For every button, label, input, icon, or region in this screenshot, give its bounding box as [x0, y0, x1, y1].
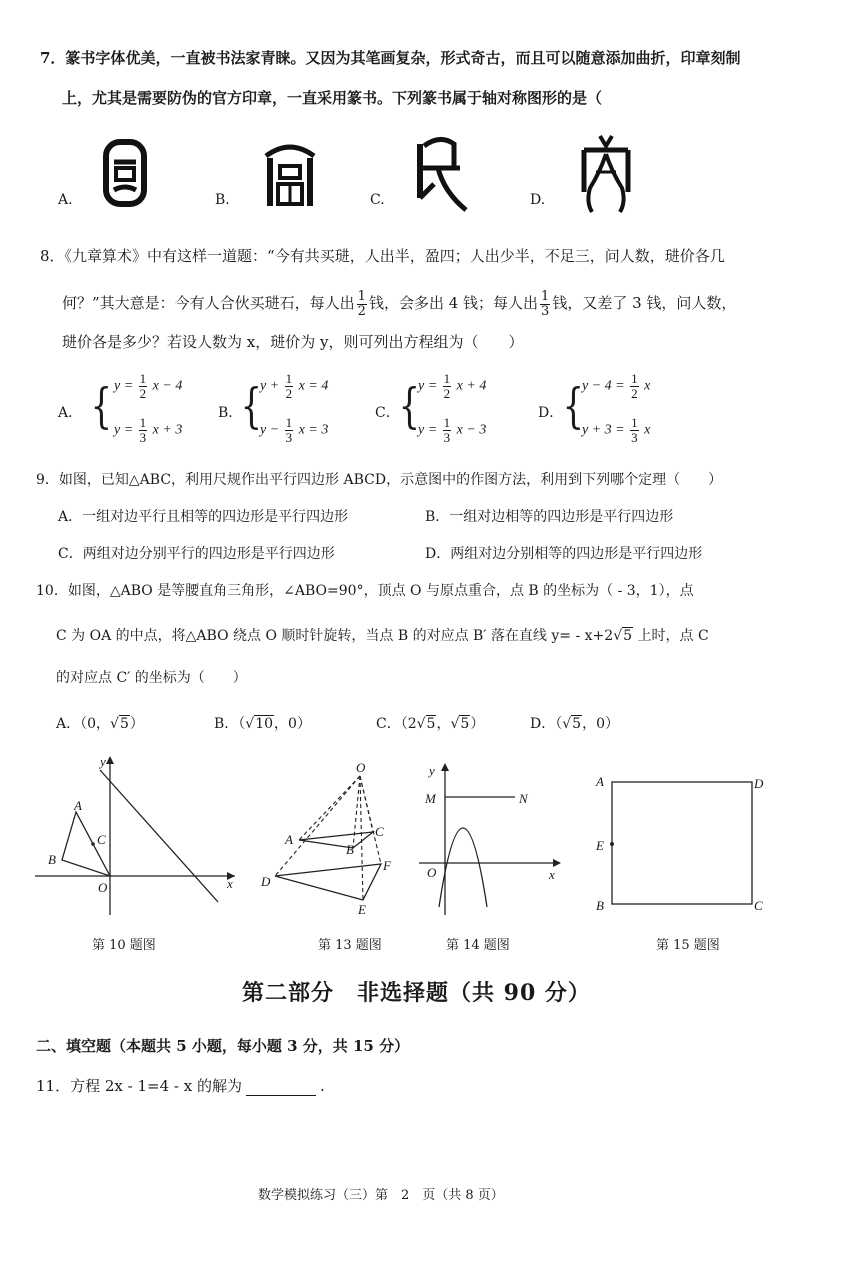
q7-option-d-label: D. [530, 192, 546, 208]
q10-option-c: C．（2√5，√5） [376, 716, 485, 732]
q8-option-c-label: C． [375, 405, 400, 421]
fig10-o-label: O [98, 880, 108, 895]
q10-line2: C 为 OA 的中点，将△ABO 绕点 O 顺时针旋转，当点 B 的对应点 B′ 落在直线 y= - x+2√5 上时，点 C [56, 628, 709, 644]
q8-option-a-label: A． [58, 405, 83, 421]
q8-line3: 琎价各是多少？若设人数为 x，琎价为 y，则可列出方程组为（ ） [62, 333, 524, 351]
fig10-c-label: C [97, 832, 106, 847]
q8-c-eq2: y = $\frac{1}{3}$ x − 3 [418, 415, 487, 445]
q7-option-c-label: C. [370, 192, 385, 208]
fig15-caption: 第 15 题图 [656, 938, 720, 953]
q9-option-a: A．一组对边平行且相等的四边形是平行四边形 [58, 509, 349, 525]
seal-d-icon [578, 132, 634, 216]
fig15-b-label: B [596, 898, 604, 913]
fig13-c-label: C [375, 824, 384, 839]
q11-line: 11．方程 2x - 1=4 - x 的解为 . [36, 1077, 325, 1095]
q9-option-d: D．两组对边分别相等的四边形是平行四边形 [425, 546, 703, 562]
fig14-o-label: O [427, 865, 437, 880]
system-brace: { [562, 378, 584, 434]
figure-13 [255, 758, 405, 918]
page-footer: 数学模拟练习（三）第 2 页（共 8 页） [258, 1188, 504, 1203]
fig15-d-label: D [754, 776, 764, 791]
fig10-b-label: B [48, 852, 56, 867]
fig15-a-label: A [596, 774, 604, 789]
q10-option-a: A．（0，√5） [56, 716, 144, 732]
fig10-x-label: x [227, 876, 233, 891]
q10-line1: 10．如图，△ABO 是等腰直角三角形，∠ABO=90°，顶点 O 与原点重合，点 B 的坐标为（ - 3，1），点 [36, 583, 694, 599]
figure-10 [30, 750, 240, 920]
answer-blank[interactable] [246, 1095, 316, 1096]
fig14-m-label: M [425, 791, 436, 806]
q9-stem: 9．如图，已知△ABC，利用尺规作出平行四边形 ABCD，示意图中的作图方法，利用到下列哪个定理（ ） [36, 472, 723, 488]
seal-a-icon [100, 138, 152, 210]
fig13-a-label: A [285, 832, 293, 847]
q8-option-d-label: D． [538, 405, 564, 421]
q8-line1: 8．《九章算术》中有这样一道题：“今有共买琎，人出半，盈四；人出少半，不足三，问人数，琎价各几 [40, 247, 725, 265]
fig13-f-label: F [383, 858, 391, 873]
q10-line3: 的对应点 C′ 的坐标为（ ） [56, 670, 247, 686]
q8-c-eq1: y = $\frac{1}{2}$ x + 4 [418, 371, 487, 401]
fig13-d-label: D [261, 874, 271, 889]
q8-d-eq2: y + 3 = $\frac{1}{3}$ x [582, 415, 651, 445]
seal-c-icon [410, 130, 474, 216]
q8-b-eq2: y − $\frac{1}{3}$ x = 3 [260, 415, 329, 445]
figure-15 [590, 770, 780, 920]
q7-line2: 上，尤其是需要防伪的官方印章，一直采用篆书。下列篆书属于轴对称图形的是（ [62, 89, 603, 107]
fig15-e-label: E [596, 838, 604, 853]
fig14-caption: 第 14 题图 [446, 938, 510, 953]
system-brace: { [398, 378, 420, 434]
part2-title: 第二部分 非选择题（共 90 分） [242, 980, 591, 1006]
fig13-b-label: B [346, 842, 354, 857]
q9-option-c: C．两组对边分别平行的四边形是平行四边形 [58, 546, 335, 562]
fig10-y-label: y [100, 754, 106, 769]
q7-line1: 7．篆书字体优美，一直被书法家青睐。又因为其笔画复杂，形式奇古，而且可以随意添加曲折，印章刻制 [40, 49, 741, 67]
fig10-a-label: A [74, 798, 82, 813]
fig15-c-label: C [754, 898, 763, 913]
fraction-third: $\frac{1}{3}$ [541, 288, 550, 319]
fig10-caption: 第 10 题图 [92, 938, 156, 953]
fig14-n-label: N [519, 791, 528, 806]
q8-b-eq1: y + $\frac{1}{2}$ x = 4 [260, 371, 329, 401]
system-brace: { [240, 378, 262, 434]
q7-option-a-label: A. [58, 192, 73, 208]
fig14-y-label: y [429, 763, 435, 778]
q8-option-b-label: B． [218, 405, 243, 421]
fraction-half: $\frac{1}{2}$ [357, 288, 366, 319]
q8-line2: 何？”其大意是：今有人合伙买琎石，每人出 $\frac{1}{2}$ 钱，会多出 4 钱；每人出 $\frac{1}{3}$ 钱，又差了 3 钱，问人数， [62, 288, 737, 319]
section2-heading: 二、填空题（本题共 5 小题，每小题 3 分，共 15 分） [36, 1037, 410, 1055]
q7-option-b-label: B. [215, 192, 230, 208]
fig13-caption: 第 13 题图 [318, 938, 382, 953]
q8-a-eq1: y = $\frac{1}{2}$ x − 4 [114, 371, 183, 401]
seal-b-icon [262, 136, 318, 212]
fig14-x-label: x [549, 867, 555, 882]
fig13-o-label: O [356, 760, 366, 775]
q10-option-b: B．（√10，0） [214, 716, 311, 732]
figure-14 [415, 755, 565, 920]
q8-d-eq1: y − 4 = $\frac{1}{2}$ x [582, 371, 651, 401]
fig13-e-label: E [358, 902, 366, 917]
q8-a-eq2: y = $\frac{1}{3}$ x + 3 [114, 415, 183, 445]
q9-option-b: B．一组对边相等的四边形是平行四边形 [425, 509, 674, 525]
q10-option-d: D．（√5，0） [530, 716, 619, 732]
system-brace: { [90, 378, 112, 434]
